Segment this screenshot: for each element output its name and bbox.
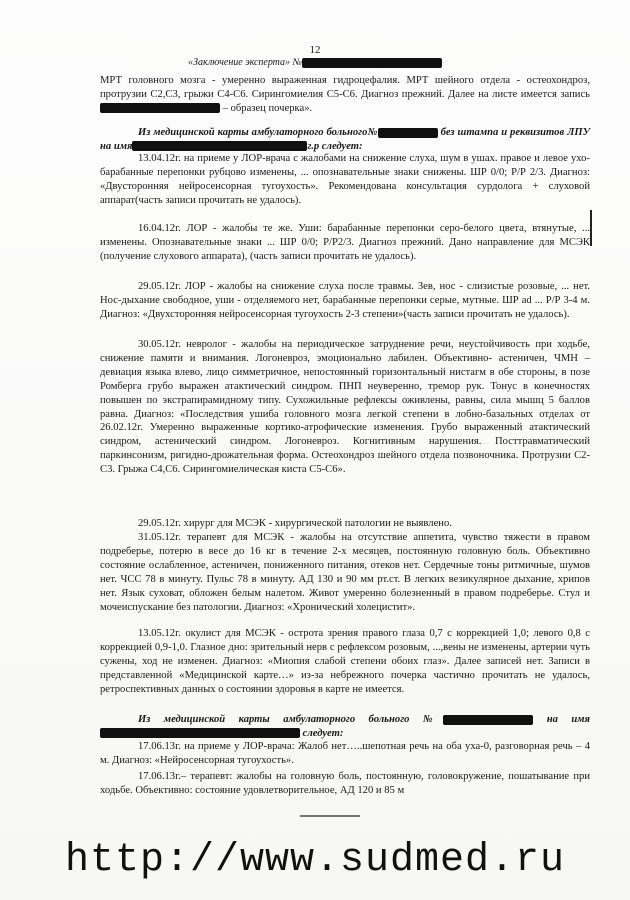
record-entry-9 [100, 770, 590, 798]
record-entry-1 [100, 152, 590, 208]
record-text: 29.05.12г. ЛОР - жалобы на снижение слуха после травмы. Зев, нос - слизистые розовые, ... нет. Нос-дыхание свободное, уши - отделяемого нет, барабанные перепонки серые, мутные. ШР аd ... Р/Р 3-4 м. Диагноз: «Двухсторонняя нейросенсорная тугоухость 2-3 степени»(часть записи прочитать не удалось). [100, 281, 590, 320]
record-text: 16.04.12г. ЛОР - жалобы те же. Уши: барабанные перепонки серо-белого цвета, втянутые, ... изменены. Опознавательные знаки ... ШР 0/0; Р/Р2/3. Диагноз прежний. Дано направление для МСЭК (получение слухового аппарата), (часть записи прочитать не удалось). [100, 223, 590, 262]
redaction-bar [443, 715, 533, 725]
watermark-url: http://www.sudmed.ru [64, 838, 566, 883]
document-header [0, 57, 630, 68]
record-entry-5 [100, 517, 590, 531]
record-text: 13.04.12г. на приеме у ЛОР-врача с жалобами на снижение слуха, шум в ушах. правое и левое ухо-барабанные перепонки рубцово изменены, ... опознавательные знаки снижены. ШР 0/0; Р/Р 2/3. Диагноз: «Двусторонняя нейросенсорная тугоухость». Рекомендована консультация сурдолога + слуховой аппарат(часть записи прочитать не удалось). [100, 153, 590, 206]
redaction-bar [132, 141, 307, 151]
heading-text: г.р следует: [307, 140, 363, 152]
scan-artifact [300, 815, 360, 817]
section-heading-2 [100, 713, 590, 741]
heading-text: Из медицинской карты амбулаторного больного № [138, 714, 444, 725]
heading-text: без штампа и реквизитов ЛПУ на имя [100, 127, 590, 152]
record-text: 31.05.12г. терапевт для МСЭК - жалобы на отсутствие аппетита, чувство тяжести в правом подреберье, потерю в весе до 16 кг в течение 2-х месяцев, постоянную головную боль. Объективно состояние ослабленное, астеничен, пониженного питания, отеков нет. Сердечные тоны ритмичные, шумов нет. ЧСС 78 в минуту. Пульс 78 в минуту. АД 130 и 90 мм рт.ст. В легких везикулярное дыхание, хрипов нет. Язык суховат, обложен белым налетом. Живот умеренно болезненный в правом подреберье. Стул и мочеиспускание без патологии. Диагноз: «Хронический холецистит». [100, 532, 590, 613]
record-entry-8 [100, 740, 590, 768]
record-text: 13.05.12г. окулист для МСЭК - острота зрения правого глаза 0,7 с коррекцией 1,0; левого 0,8 с коррекцией 0,9-1,0. Глазное дно: зрительный нерв с рефлексом розовым, ...,вены не изменены, артерии чуть сужены, ход не изменен. Диагноз: «Миопия слабой степени обоих глаз». Далее записей нет. Записи в представленной «Медицинской карте…» из-за небрежного почерка частично прочитать не удалось, ретроспективных данных о состоянии здоровья в карте не имеется. [100, 628, 590, 695]
paragraph-mri [100, 74, 590, 116]
heading-text: следует: [302, 727, 344, 739]
heading-text: Из медицинской карты амбулаторного больного№ [138, 127, 378, 138]
paragraph-text: – образец почерка». [222, 102, 313, 114]
page-number: 12 [309, 44, 321, 56]
record-entry-6 [100, 531, 590, 614]
record-entry-7 [100, 627, 590, 697]
record-entry-3 [100, 280, 590, 322]
section-heading-1 [100, 126, 590, 154]
paragraph-text: МРТ головного мозга - умеренно выраженная гидроцефалия. МРТ шейного отдела - остеохондроз, протрузии С2,С3, грыжи С4-С6. Сирингомиелия С5-С6. Диагноз прежний. Далее на листе имеется запись [100, 75, 590, 100]
record-entry-2 [100, 222, 590, 264]
redaction-bar [100, 728, 300, 738]
redaction-bar [302, 58, 442, 68]
redaction-bar [378, 128, 438, 138]
record-entry-4 [100, 338, 590, 477]
redaction-bar [100, 103, 220, 113]
record-text: 29.05.12г. хирург для МСЭК - хирургической патологии не выявлено. [138, 518, 452, 529]
record-text: 17.06.13г.– терапевт: жалобы на головную боль, постоянную, головокружение, пошатывание при ходьбе. Объективно: состояние удовлетворительное, АД 120 и 85 м [100, 771, 590, 796]
scan-artifact [590, 210, 592, 246]
record-text: 30.05.12г. невролог - жалобы на периодическое затруднение речи, неустойчивость при ходьбе, снижение памяти и внимания. Логоневроз, эмоционально лабилен. Объективно- астеничен, ЧМН – девиация языка влево, лицо симметричное, непостоянный горизонтальный нистагм в обе стороны, в позе Ромберга грубо выражен атактический синдром. ПНП неуверенно, тремор рук. Тонус в конечностях повышен по экстрапирамидному типу. Сухожильные рефлексы оживлены, равны, сила мышц 5 баллов равна. Диагноз: «Последствия ушиба головного мозга легкой степени в лобно-базальных отделах от 26.02.12г. Умеренно выраженные кортико-атрофические изменения. Грубо выраженный атактический синдром, астенический синдром. Логоневроз. Когнитивным нарушения. Посттравматический паркинсонизм, ригидно-дрожательная форма. Остеохондроз шейного отдела позвоночника. Протрузии С2-С3. Грыжа С4,С6. Сирингомиелическая киста С5-С6». [100, 339, 590, 476]
header-title: «Заключение эксперта» № [188, 57, 302, 68]
record-text: 17.06.13г. на приеме у ЛОР-врача: Жалоб нет…..шепотная речь на оба уха-0, разговорная речь – 4 м. Диагноз: «Нейросенсорная тугоухость». [100, 741, 590, 766]
heading-text: на имя [546, 714, 590, 725]
